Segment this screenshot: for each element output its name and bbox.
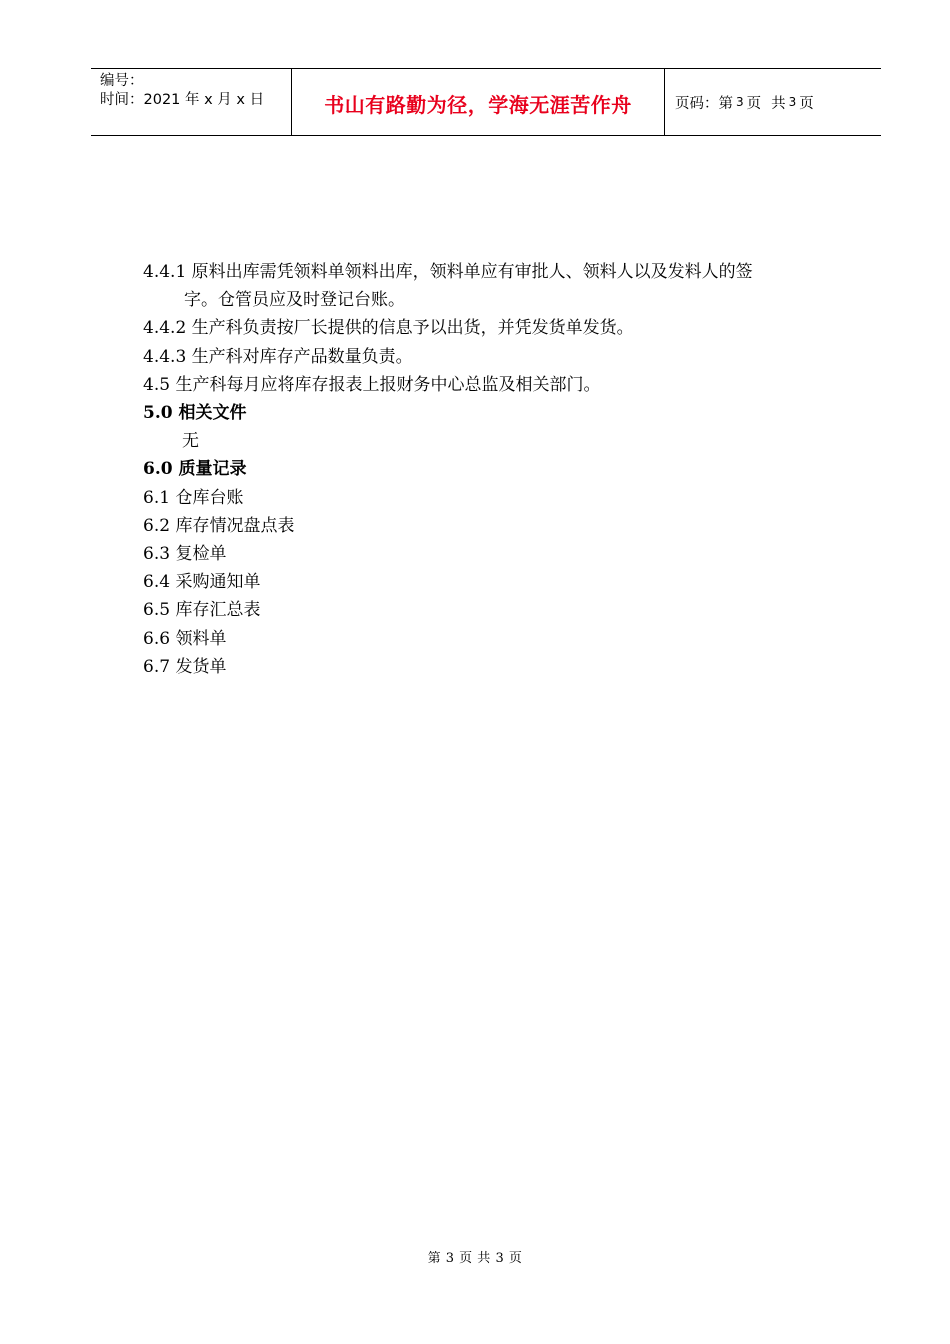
page-total: 3 bbox=[788, 95, 797, 109]
page-label-suffix: 页 bbox=[746, 95, 762, 112]
record-item: 6.2 库存情况盘点表 bbox=[143, 515, 295, 536]
paragraph-4-4-3: 4.4.3 生产科对库存产品数量负责。 bbox=[143, 346, 413, 367]
record-item: 6.3 复检单 bbox=[143, 544, 227, 565]
paragraph-4-4-2: 4.4.2 生产科负责按厂长提供的信息予以出货，并凭发货单发货。 bbox=[143, 318, 634, 339]
paragraph-4-4-1-line1: 4.4.1 原料出库需凭领料单领料出库，领料单应有审批人、领料人以及发料人的签 bbox=[143, 262, 753, 282]
section-5-none: 无 bbox=[182, 431, 199, 452]
document-time-label: 时间：2021 年 x 月 x 日 bbox=[100, 92, 265, 108]
record-item: 6.5 库存汇总表 bbox=[143, 600, 261, 621]
record-item: 6.4 采购通知单 bbox=[143, 572, 261, 593]
page-current: 3 bbox=[736, 95, 744, 109]
header-motto-cell bbox=[292, 69, 665, 135]
page-footer: 第 3 页 共 3 页 bbox=[427, 1251, 523, 1266]
document-body bbox=[143, 258, 843, 681]
record-item: 6.7 发货单 bbox=[143, 656, 227, 677]
document-code-label: 编号： bbox=[100, 73, 144, 89]
section-6-heading: 6.0 质量记录 bbox=[143, 459, 247, 480]
header-page-cell bbox=[665, 69, 881, 135]
page-label: 页码：第 bbox=[675, 95, 733, 112]
total-label: 共 bbox=[771, 95, 786, 112]
paragraph-4-4-1-line2: 字。仓管员应及时登记台账。 bbox=[184, 290, 405, 311]
total-label-suffix: 页 bbox=[799, 95, 814, 112]
header-meta-cell bbox=[91, 69, 292, 135]
record-item: 6.6 领料单 bbox=[143, 628, 227, 649]
section-5-heading: 5.0 相关文件 bbox=[143, 403, 247, 424]
document-header bbox=[91, 68, 881, 136]
header-motto: 书山有路勤为径，学海无涯苦作舟 bbox=[324, 92, 632, 117]
record-item: 6.1 仓库台账 bbox=[143, 487, 244, 508]
paragraph-4-5: 4.5 生产科每月应将库存报表上报财务中心总监及相关部门。 bbox=[143, 374, 601, 395]
